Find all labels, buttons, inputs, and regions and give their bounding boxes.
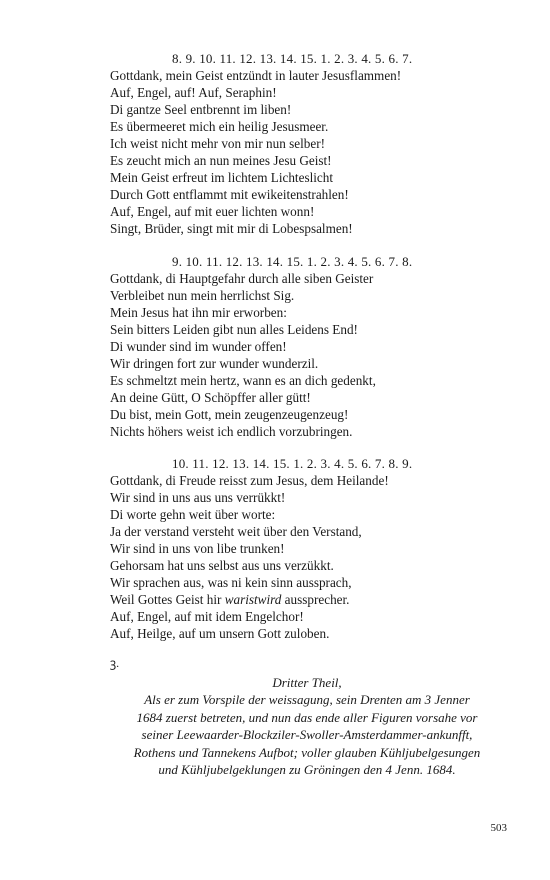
verse-line: Gottdank, di Freude reisst zum Jesus, dem Heilande! [110, 473, 389, 488]
verse-line: Di wunder sind im wunder offen! [110, 339, 287, 354]
section-subtitle-line: Als er zum Vorspile der weissagung, sein Drenten am 3 Jenner [144, 692, 470, 707]
verse-line: Es schmeltzt mein hertz, wann es an dich gedenkt, [110, 373, 376, 388]
verse-line: Gottdank, mein Geist entzündt in lauter Jesusflammen! [110, 68, 402, 83]
verse-line-with-italic [110, 591, 470, 608]
section-heading [96, 674, 518, 779]
verse-line: Es zeucht mich an nun meines Jesu Geist! [110, 153, 332, 168]
verse-line: Du bist, mein Gott, mein zeugenzeugenzeug! [110, 407, 349, 422]
verse-line: Durch Gott entflammt mit ewikeitenstrahlen! [110, 187, 349, 202]
stanza-3 [110, 455, 470, 642]
stanza-1 [110, 50, 470, 237]
section-subtitle-line: 1684 zuerst betreten, und nun das ende aller Figuren vorsahe vor [136, 709, 478, 725]
section-subtitle-line: und Kühljubelgeklungen zu Gröningen den 4 Jenn. 1684. [158, 762, 456, 777]
verse-line: Mein Geist erfreut im lichtem Lichteslicht [110, 170, 334, 185]
section-title: Dritter Theil, [272, 675, 342, 690]
verse-line: Di gantze Seel entbrennt im liben! [110, 102, 292, 117]
stanza-heading: 8. 9. 10. 11. 12. 13. 14. 15. 1. 2. 3. 4. 5. 6. 7. [172, 51, 413, 66]
verse-line: Wir sind in uns aus uns verrükkt! [110, 490, 286, 505]
verse-text: Weil Gottes Geist hir [110, 592, 225, 607]
verse-text: aussprecher. [281, 592, 350, 607]
verse-line: Wir dringen fort zur wunder wunderzil. [110, 356, 319, 371]
stanza-2 [110, 253, 470, 440]
verse-line: Verbleibet nun mein herrlichst Sig. [110, 288, 295, 303]
verse-line: Singt, Brüder, singt mit mir di Lobespsalmen! [110, 221, 353, 236]
verse-line: Auf, Heilge, auf um unsern Gott zuloben. [110, 626, 330, 641]
section-marker: ꝫ. [110, 656, 120, 670]
verse-line: Sein bitters Leiden gibt nun alles Leidens End! [110, 322, 358, 337]
section-subtitle-line: seiner Leewaarder-Blockziler-Swoller-Amsterdammer-ankunfft, [141, 727, 473, 742]
verse-line: Wir sprachen aus, was ni kein sinn aussprach, [110, 575, 352, 590]
stanza-heading: 9. 10. 11. 12. 13. 14. 15. 1. 2. 3. 4. 5. 6. 7. 8. [172, 254, 413, 269]
verse-line: Auf, Engel, auf! Auf, Seraphin! [110, 85, 277, 100]
verse-line: Nichts höhers weist ich endlich vorzubringen. [110, 424, 353, 439]
verse-line: Es übermeeret mich ein heilig Jesusmeer. [110, 119, 329, 134]
verse-line: Auf, Engel, auf mit euer lichten wonn! [110, 204, 315, 219]
verse-line: Auf, Engel, auf mit idem Engelchor! [110, 609, 304, 624]
italic-word: waristwird [224, 592, 282, 607]
verse-line: Gehorsam hat uns selbst aus uns verzükkt. [110, 558, 334, 573]
verse-line: Di worte gehn weit über worte: [110, 507, 276, 522]
verse-line: Wir sind in uns von libe trunken! [110, 541, 285, 556]
page-number: 503 [490, 822, 507, 834]
verse-line: Ja der verstand versteht weit über den Verstand, [110, 524, 362, 539]
verse-line: Mein Jesus hat ihn mir erworben: [110, 305, 287, 320]
verse-line: Ich weist nicht mehr von mir nun selber! [110, 136, 325, 151]
verse-line: An deine Gütt, O Schöpffer aller gütt! [110, 390, 311, 405]
verse-line: Gottdank, di Hauptgefahr durch alle siben Geister [110, 271, 374, 286]
stanza-heading: 10. 11. 12. 13. 14. 15. 1. 2. 3. 4. 5. 6. 7. 8. 9. [172, 456, 413, 471]
section-subtitle-line: Rothens und Tannekens Aufbot; voller glauben Kühljubelgesungen [133, 744, 481, 760]
